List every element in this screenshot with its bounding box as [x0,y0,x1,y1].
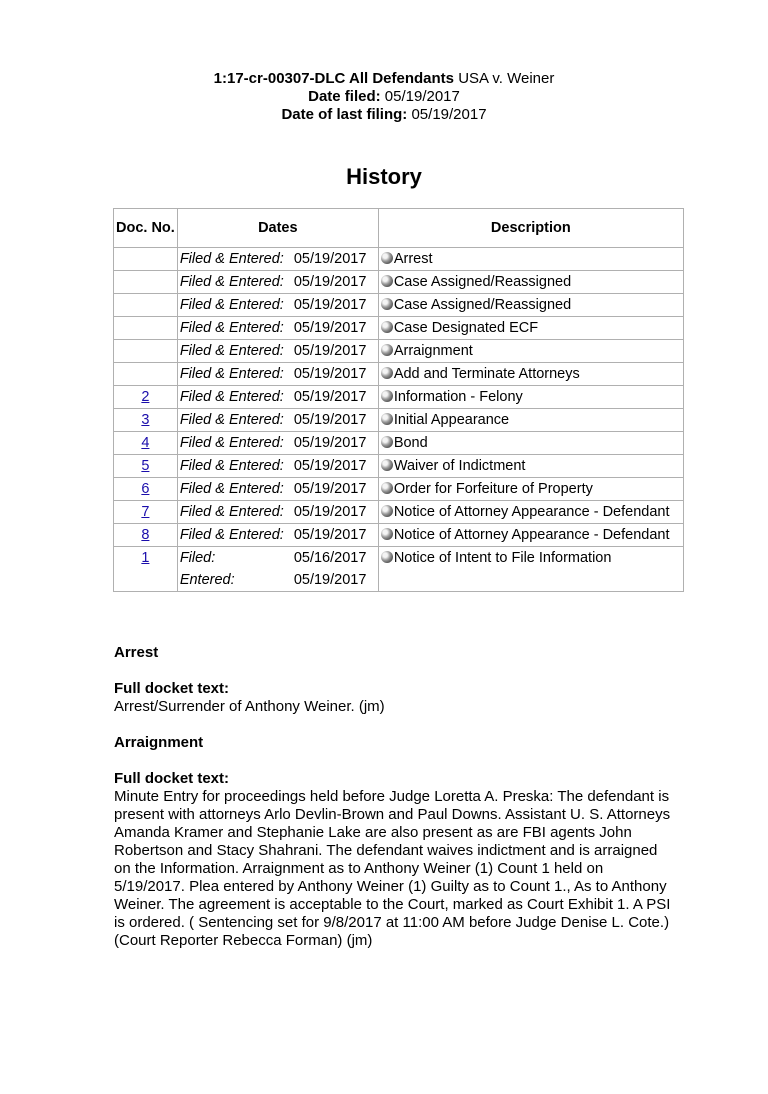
date-line [180,340,376,362]
dates-cell [177,501,378,524]
doc-number-cell [114,294,178,317]
date-value: 05/16/2017 [293,550,367,566]
doc-number-link[interactable]: 3 [141,412,150,428]
header-doc-no: Doc. No. [114,209,178,248]
doc-number-link[interactable]: 4 [141,435,150,451]
dates-cell [177,317,378,340]
history-table [113,208,684,592]
date-value: 05/19/2017 [293,527,367,543]
globe-icon[interactable] [381,459,393,471]
table-row [114,248,684,271]
description-cell [378,340,683,363]
history-table-header [114,209,684,248]
doc-number-link[interactable]: 7 [141,504,150,520]
description-cell [378,386,683,409]
date-label: Filed & Entered: [179,389,284,405]
globe-icon[interactable] [381,528,393,540]
description-text: Notice of Attorney Appearance - Defendant [393,527,670,543]
date-label: Filed: [179,550,216,566]
doc-number-cell [114,478,178,501]
date-line [180,547,376,569]
date-label: Filed & Entered: [179,435,284,451]
last-filing-label: Date of last filing: [281,106,408,123]
date-value: 05/19/2017 [293,412,367,428]
date-line [180,432,376,454]
description-text: Add and Terminate Attorneys [393,366,580,382]
doc-number-link[interactable]: 1 [141,550,150,566]
date-label: Filed & Entered: [179,412,284,428]
doc-number-cell [114,317,178,340]
case-header [0,70,768,124]
dates-cell [177,524,378,547]
date-value: 05/19/2017 [293,572,367,588]
date-line [180,363,376,385]
date-value: 05/19/2017 [293,435,367,451]
dates-cell [177,294,378,317]
description-text: Order for Forfeiture of Property [393,481,593,497]
doc-number-cell [114,248,178,271]
description-cell [378,478,683,501]
date-filed-label: Date filed: [308,88,381,105]
description-cell [378,317,683,340]
date-label: Filed & Entered: [179,251,284,267]
dates-cell [177,455,378,478]
date-label: Filed & Entered: [179,366,284,382]
description-text: Bond [393,435,428,451]
date-label: Filed & Entered: [179,504,284,520]
date-line [180,524,376,546]
globe-icon[interactable] [381,367,393,379]
page-title: History [346,164,422,189]
date-value: 05/19/2017 [293,458,367,474]
description-cell [378,524,683,547]
table-row [114,547,684,592]
globe-icon[interactable] [381,344,393,356]
description-text: Notice of Intent to File Information [393,550,612,566]
case-name: USA v. Weiner [458,70,555,87]
date-line [180,271,376,293]
globe-icon[interactable] [381,321,393,333]
date-value: 05/19/2017 [293,389,367,405]
description-text: Initial Appearance [393,412,510,428]
date-value: 05/19/2017 [293,297,367,313]
date-label: Filed & Entered: [179,481,284,497]
description-text: Arrest [393,251,433,267]
description-text: Case Designated ECF [393,320,539,336]
dates-cell [177,409,378,432]
globe-icon[interactable] [381,436,393,448]
doc-number-cell [114,409,178,432]
date-label: Filed & Entered: [179,458,284,474]
table-row [114,409,684,432]
doc-number-cell [114,501,178,524]
date-line [180,501,376,523]
section-title: Arraignment [114,734,204,751]
description-cell [378,294,683,317]
doc-number-cell [114,363,178,386]
date-value: 05/19/2017 [293,504,367,520]
section-label: Full docket text: [114,770,230,787]
description-text: Waiver of Indictment [393,458,526,474]
date-label: Filed & Entered: [179,343,284,359]
date-line [180,569,376,591]
date-line [180,248,376,270]
description-cell [378,271,683,294]
doc-number-cell [114,524,178,547]
section-label: Full docket text: [114,680,230,697]
doc-number-cell [114,547,178,592]
date-value: 05/19/2017 [293,251,367,267]
date-label: Filed & Entered: [179,274,284,290]
date-line [180,317,376,339]
docket-section [114,734,674,950]
doc-number-cell [114,455,178,478]
dates-cell [177,478,378,501]
section-text: Minute Entry for proceedings held before Judge Loretta A. Preska: The defendant is present with attorneys Arlo Devlin-Brown and Paul Downs. Assistant U. S. Attorneys Amanda Kramer and Stephanie Lake are also present as are FBI agents John Robertson and Stacy Shahrani. The defendant waives indictment and is arraigned on the Information. Arraignment as to Anthony Weiner (1) Count 1 held on 5/19/2017. Plea entered by Anthony Weiner (1) Guilty as to Count 1., As to Anthony Weiner. The agreement is acceptable to the Court, marked as Court Exhibit 1. A PSI is ordered. ( Sentencing set for 9/8/2017 at 11:00 AM before Judge Denise L. Cote.) (Court Reporter Rebecca Forman) (jm) [114,788,671,949]
dates-cell [177,547,378,592]
globe-icon[interactable] [381,298,393,310]
last-filing-line [0,106,768,124]
doc-number-cell [114,432,178,455]
table-row [114,271,684,294]
table-row [114,363,684,386]
description-text: Notice of Attorney Appearance - Defendant [393,504,670,520]
globe-icon[interactable] [381,482,393,494]
date-filed-value: 05/19/2017 [384,88,460,105]
dates-cell [177,363,378,386]
doc-number-link[interactable]: 5 [141,458,150,474]
table-row [114,294,684,317]
description-text: Information - Felony [393,389,523,405]
dates-cell [177,386,378,409]
section-title: Arrest [114,644,159,661]
description-text: Arraignment [393,343,473,359]
dates-cell [177,340,378,363]
last-filing-value: 05/19/2017 [411,106,487,123]
globe-icon[interactable] [381,275,393,287]
date-label: Filed & Entered: [179,297,284,313]
date-filed-line [0,88,768,106]
description-cell [378,455,683,478]
description-cell [378,501,683,524]
case-number: 1:17-cr-00307-DLC All Defendants [213,70,455,87]
globe-icon[interactable] [381,505,393,517]
header-dates: Dates [177,209,378,248]
dates-cell [177,248,378,271]
table-row [114,317,684,340]
date-line [180,478,376,500]
dates-cell [177,432,378,455]
doc-number-link[interactable]: 2 [141,389,150,405]
date-value: 05/19/2017 [293,320,367,336]
date-value: 05/19/2017 [293,481,367,497]
description-cell [378,363,683,386]
date-line [180,455,376,477]
date-value: 05/19/2017 [293,274,367,290]
table-row [114,478,684,501]
date-label: Filed & Entered: [179,320,284,336]
globe-icon[interactable] [381,252,393,264]
case-title-line [0,70,768,88]
section-text: Arrest/Surrender of Anthony Weiner. (jm) [114,698,385,715]
description-text: Case Assigned/Reassigned [393,297,572,313]
table-row [114,501,684,524]
docket-section [114,644,674,716]
doc-number-cell [114,271,178,294]
date-line [180,294,376,316]
table-row [114,386,684,409]
description-text: Case Assigned/Reassigned [393,274,572,290]
doc-number-link[interactable]: 8 [141,527,150,543]
dates-cell [177,271,378,294]
table-row [114,524,684,547]
globe-icon[interactable] [381,551,393,563]
date-line [180,386,376,408]
date-value: 05/19/2017 [293,366,367,382]
table-row [114,455,684,478]
doc-number-cell [114,386,178,409]
description-cell [378,432,683,455]
date-line [180,409,376,431]
description-cell [378,409,683,432]
docket-sections [114,644,674,968]
header-description: Description [378,209,683,248]
description-cell [378,248,683,271]
doc-number-link[interactable]: 6 [141,481,150,497]
date-value: 05/19/2017 [293,343,367,359]
globe-icon[interactable] [381,390,393,402]
table-row [114,432,684,455]
date-label: Filed & Entered: [179,527,284,543]
date-label: Entered: [179,572,235,588]
description-cell [378,547,683,592]
table-row [114,340,684,363]
globe-icon[interactable] [381,413,393,425]
doc-number-cell [114,340,178,363]
